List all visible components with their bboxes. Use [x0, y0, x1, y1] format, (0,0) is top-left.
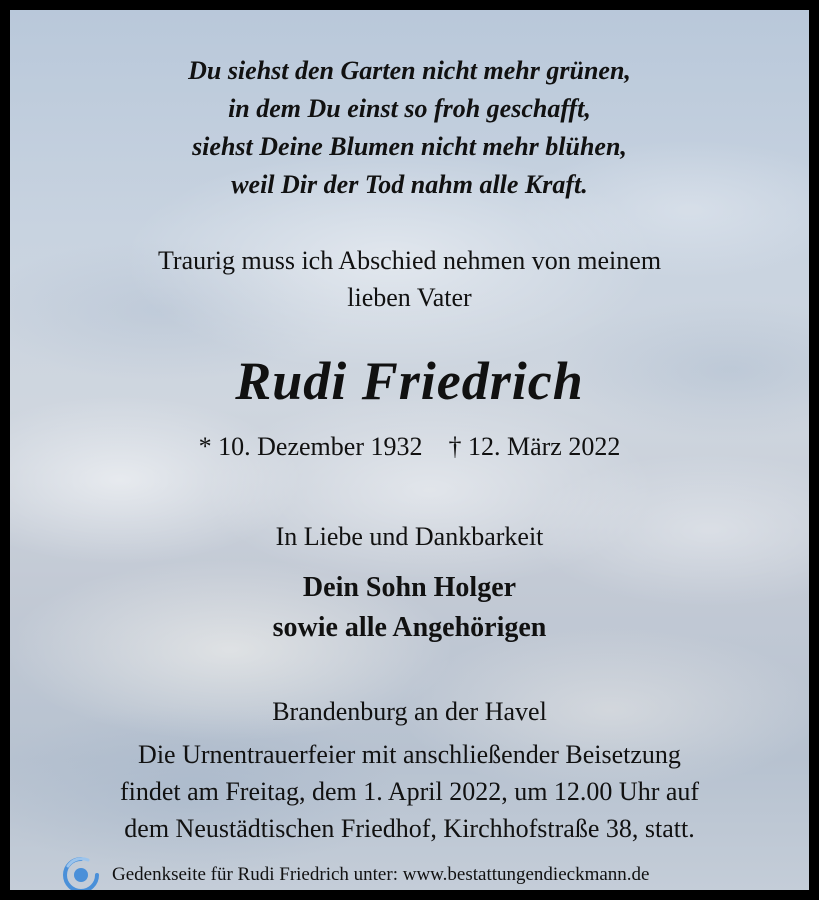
poem-line: in dem Du einst so froh geschafft,	[228, 94, 591, 123]
service-line: Die Urnentrauerfeier mit anschließender Beisetzung	[138, 740, 681, 769]
thanks-line: In Liebe und Dankbarkeit	[275, 522, 544, 551]
service-line: dem Neustädtischen Friedhof, Kirchhofstraße 38, statt.	[124, 814, 695, 843]
intro-line: lieben Vater	[347, 283, 472, 312]
intro-line: Traurig muss ich Abschied nehmen von meinem	[157, 246, 662, 275]
memorial-footer	[62, 855, 649, 895]
deceased-name: Rudi Friedrich	[235, 351, 584, 411]
place-line: Brandenburg an der Havel	[272, 697, 547, 726]
circle-logo-icon	[62, 856, 100, 894]
mourners	[10, 568, 809, 648]
birth-date: * 10. Dezember 1932	[198, 432, 423, 461]
mourner-line: Dein Sohn Holger	[302, 572, 517, 603]
service-info	[10, 736, 809, 847]
service-line: findet am Freitag, dem 1. April 2022, um 12.00 Uhr auf	[119, 777, 700, 806]
memorial-link[interactable]: Gedenkseite für Rudi Friedrich unter: www.bestattungendieckmann.de	[112, 864, 650, 885]
poem	[10, 52, 809, 204]
poem-line: weil Dir der Tod nahm alle Kraft.	[231, 170, 588, 199]
mourner-line: sowie alle Angehörigen	[272, 612, 547, 643]
poem-line: Du siehst den Garten nicht mehr grünen,	[188, 56, 631, 85]
death-date: † 12. März 2022	[448, 432, 621, 461]
intro-text	[10, 242, 809, 316]
poem-line: siehst Deine Blumen nicht mehr blühen,	[192, 132, 627, 161]
life-dates	[10, 428, 809, 466]
